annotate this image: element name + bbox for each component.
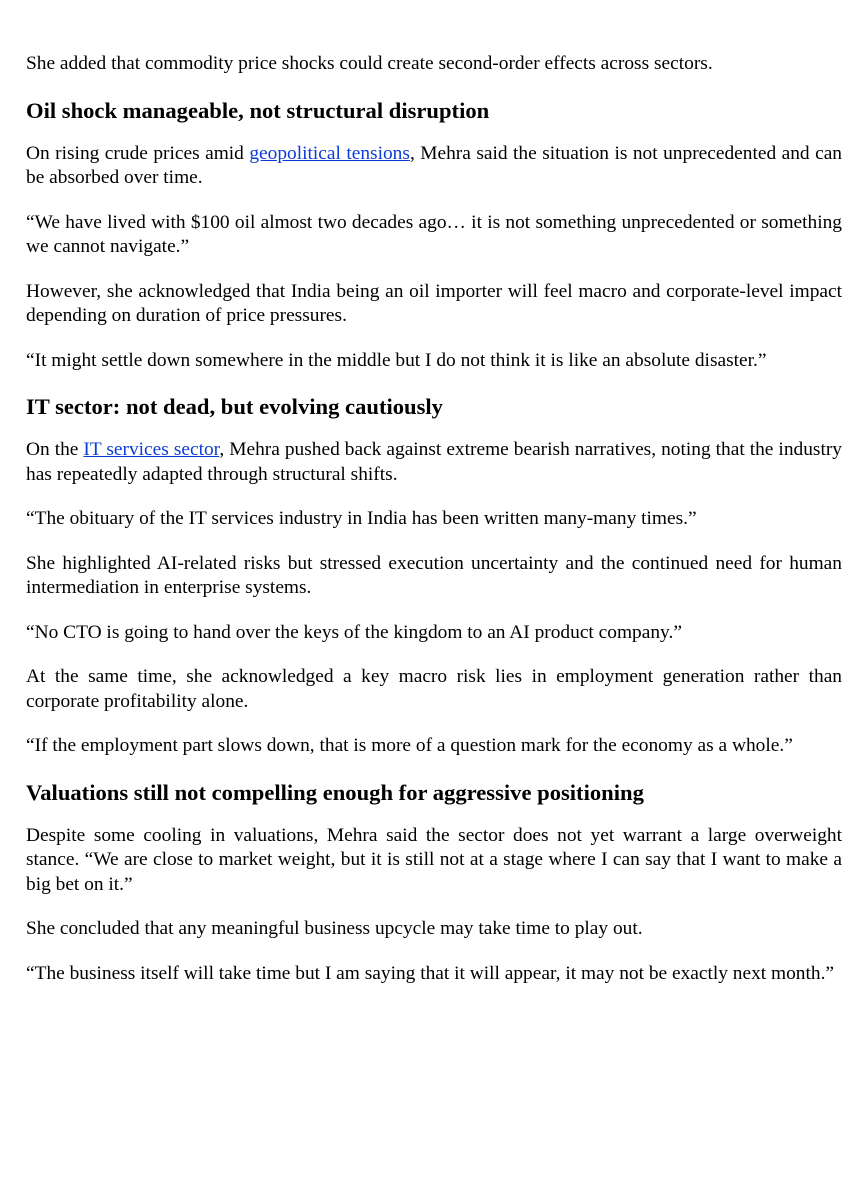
heading-it-sector: IT sector: not dead, but evolving cautiously: [26, 394, 443, 419]
heading-oil-shock: Oil shock manageable, not structural disruption: [26, 97, 490, 123]
link-geopolitical-tensions[interactable]: geopolitical tensions: [249, 142, 410, 164]
quote-obituary: “The obituary of the IT services industry in India has been written many-many times.”: [26, 508, 697, 529]
paragraph-crude-prices-lead: On rising crude prices amid: [26, 142, 250, 164]
paragraph-commodity-shocks: She added that commodity price shocks could create second-order effects across sectors.: [26, 53, 713, 74]
quote-business-time: “The business itself will take time but I am saying that it will appear, it may not be exactly next month.”: [26, 962, 835, 984]
paragraph-valuations: Despite some cooling in valuations, Mehra said the sector does not yet warrant a large overweight stance. “We are close to market weight, but it is still not at a stage where I can say that I want to make a big bet on it.”: [26, 824, 842, 895]
quote-no-cto: “No CTO is going to hand over the keys of the kingdom to an AI product company.”: [26, 621, 682, 643]
paragraph-crude-prices: [26, 142, 842, 191]
paragraph-it-services-rest: , Mehra pushed back against extreme bearish narratives, noting that the industry has repeatedly adapted through structural shifts.: [26, 439, 842, 485]
paragraph-oil-importer: However, she acknowledged that India being an oil importer will feel macro and corporate-level impact depending on duration of price pressures.: [26, 280, 842, 326]
heading-valuations: Valuations still not compelling enough for aggressive positioning: [26, 779, 644, 805]
quote-settle-down: “It might settle down somewhere in the middle but I do not think it is like an absolute disaster.”: [26, 349, 767, 371]
paragraph-employment-risk: At the same time, she acknowledged a key macro risk lies in employment generation rather than corporate profitability alone.: [26, 666, 842, 712]
paragraph-ai-risks: She highlighted AI-related risks but stressed execution uncertainty and the continued need for human intermediation in enterprise systems.: [26, 552, 842, 598]
paragraph-it-services-lead: On the: [26, 439, 84, 460]
link-it-services-sector[interactable]: IT services sector: [83, 439, 220, 460]
paragraph-upcycle: She concluded that any meaningful business upcycle may take time to play out.: [26, 918, 643, 939]
quote-100-oil: “We have lived with $100 oil almost two decades ago… it is not something unprecedented or something we cannot navigate.”: [26, 211, 842, 257]
paragraph-crude-prices-rest: , Mehra said the situation is not unprecedented and can be absorbed over time.: [26, 142, 842, 188]
quote-employment-slows: “If the employment part slows down, that is more of a question mark for the economy as a whole.”: [26, 735, 793, 756]
paragraph-it-services: [26, 438, 842, 487]
